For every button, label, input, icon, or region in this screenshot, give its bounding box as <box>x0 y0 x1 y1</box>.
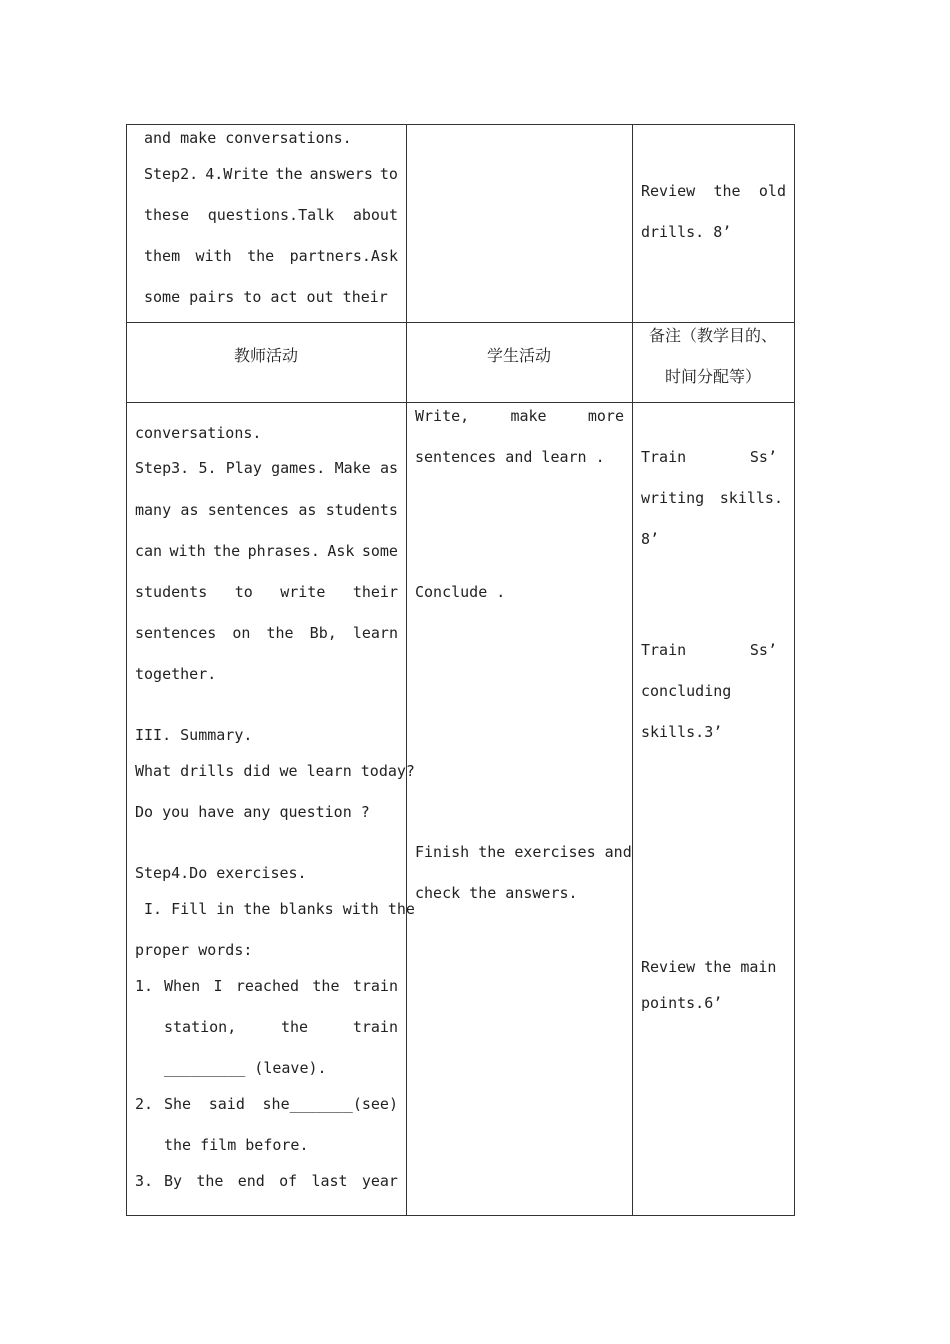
word: Bb, <box>309 624 337 642</box>
teacher-line-2 <box>135 458 398 478</box>
word: Step2. <box>144 165 199 183</box>
word: Ss’ <box>749 448 777 466</box>
word: skills. <box>719 489 783 507</box>
word: about <box>352 206 398 224</box>
word: By <box>164 1172 183 1190</box>
word: these <box>144 206 190 224</box>
word: Ask <box>327 542 355 560</box>
notes-review-line-2: points.6’ <box>641 994 723 1012</box>
column-divider-1 <box>406 124 407 1216</box>
top-teacher-line-5: some pairs to act out their <box>144 288 388 306</box>
exercise-2-number: 2. <box>135 1095 154 1113</box>
word: students <box>135 583 208 601</box>
exercise-1-line-2 <box>164 1017 398 1037</box>
word: make <box>510 407 547 425</box>
header-teacher-activity: 教师活动 <box>233 346 298 365</box>
word: Train <box>641 448 687 466</box>
top-teacher-line-1: and make conversations. <box>144 129 352 147</box>
word: questions.Talk <box>207 206 335 224</box>
word: Write, <box>415 407 470 425</box>
exercise-instruction-1: I. Fill in the blanks with the <box>135 900 415 918</box>
top-notes-line-1 <box>641 181 786 201</box>
word: She <box>164 1095 192 1113</box>
notes-train-concluding-line-1 <box>641 640 777 660</box>
word: train <box>352 1018 398 1036</box>
teacher-line-1: conversations. <box>135 424 262 442</box>
word: Review <box>641 182 696 200</box>
word: can <box>135 542 163 560</box>
word: the <box>713 182 741 200</box>
summary-question-2: Do you have any question ? <box>135 803 370 821</box>
teacher-line-4 <box>135 541 398 561</box>
header-row-bottom-border <box>126 402 795 403</box>
word: she_______(see) <box>262 1095 398 1113</box>
word: many <box>135 501 172 519</box>
teacher-line-3 <box>135 500 398 520</box>
table-border-bottom <box>126 1215 795 1216</box>
word: partners.Ask <box>289 247 398 265</box>
word: the <box>196 1172 224 1190</box>
table-border-right <box>794 124 795 1216</box>
word: end <box>237 1172 265 1190</box>
word: old <box>758 182 786 200</box>
exercise-1-line-1 <box>164 976 398 996</box>
header-student-activity: 学生活动 <box>486 346 551 365</box>
word: their <box>352 583 398 601</box>
exercise-1-number: 1. <box>135 977 154 995</box>
notes-train-writing-line-2 <box>641 488 783 508</box>
exercise-1-line-3: _________ (leave). <box>164 1059 327 1077</box>
word: sentences <box>207 501 290 519</box>
word: train <box>352 977 398 995</box>
word: on <box>232 624 251 642</box>
teacher-line-7: together. <box>135 665 217 683</box>
word: to <box>379 165 398 183</box>
word: Play <box>225 459 262 477</box>
word: 5. <box>198 459 217 477</box>
word: 4.Write <box>205 165 269 183</box>
word: games. <box>271 459 326 477</box>
exercise-3-number: 3. <box>135 1172 154 1190</box>
top-notes-line-2: drills. 8’ <box>641 223 732 241</box>
notes-review-line-1: Review the main <box>641 958 777 976</box>
student-finish-line-1: Finish the exercises and <box>415 843 632 861</box>
word: sentences <box>135 624 217 642</box>
word: them <box>144 247 181 265</box>
top-teacher-line-4 <box>144 246 398 266</box>
word: some <box>361 542 398 560</box>
word: reached <box>235 977 300 995</box>
table-border-top <box>126 124 795 125</box>
word: answers <box>309 165 373 183</box>
word: students <box>325 501 398 519</box>
top-teacher-line-3 <box>144 205 398 225</box>
notes-train-writing-line-1 <box>641 447 777 467</box>
student-finish-line-2: check the answers. <box>415 884 578 902</box>
word: I <box>213 977 223 995</box>
exercise-3-line-1 <box>164 1171 398 1191</box>
teacher-line-5 <box>135 582 398 602</box>
word: Step3. <box>135 459 190 477</box>
word: as <box>379 459 398 477</box>
header-notes-line-2: 时间分配等） <box>664 367 761 386</box>
notes-train-writing-line-3: 8’ <box>641 530 660 548</box>
exercise-2-line-2: the film before. <box>164 1136 309 1154</box>
word: to <box>234 583 253 601</box>
word: the <box>275 165 303 183</box>
summary-question-1: What drills did we learn today? <box>135 762 415 780</box>
notes-train-concluding-line-2: concluding <box>641 682 732 700</box>
word: as <box>298 501 317 519</box>
word: the <box>281 1018 309 1036</box>
word: Make <box>334 459 371 477</box>
student-line-1 <box>415 406 624 426</box>
word: station, <box>164 1018 237 1036</box>
word: the <box>312 977 340 995</box>
word: phrases. <box>247 542 320 560</box>
word: of <box>279 1172 298 1190</box>
word: When <box>164 977 201 995</box>
word: the <box>266 624 294 642</box>
word: writing <box>641 489 705 507</box>
word: with <box>169 542 206 560</box>
word: as <box>180 501 199 519</box>
top-teacher-line-2 <box>144 164 398 184</box>
word: said <box>208 1095 245 1113</box>
word: with <box>195 247 232 265</box>
notes-train-concluding-line-3: skills.3’ <box>641 723 723 741</box>
word: more <box>587 407 624 425</box>
word: learn <box>352 624 398 642</box>
exercise-instruction-2: proper words: <box>135 941 253 959</box>
header-row-top-border <box>126 322 795 323</box>
word: Ss’ <box>749 641 777 659</box>
word: write <box>280 583 326 601</box>
word: Train <box>641 641 687 659</box>
teacher-line-6 <box>135 623 398 643</box>
header-notes-line-1: 备注（教学目的、 <box>648 326 777 345</box>
summary-heading: III. Summary. <box>135 726 253 744</box>
table-border-left <box>126 124 127 1216</box>
column-divider-2 <box>632 124 633 1216</box>
student-line-2: sentences and learn . <box>415 448 605 466</box>
exercise-2-line-1 <box>164 1094 398 1114</box>
word: the <box>213 542 241 560</box>
word: last <box>311 1172 348 1190</box>
step4-heading: Step4.Do exercises. <box>135 864 307 882</box>
word: year <box>361 1172 398 1190</box>
student-conclude: Conclude . <box>415 583 506 601</box>
word: the <box>247 247 275 265</box>
